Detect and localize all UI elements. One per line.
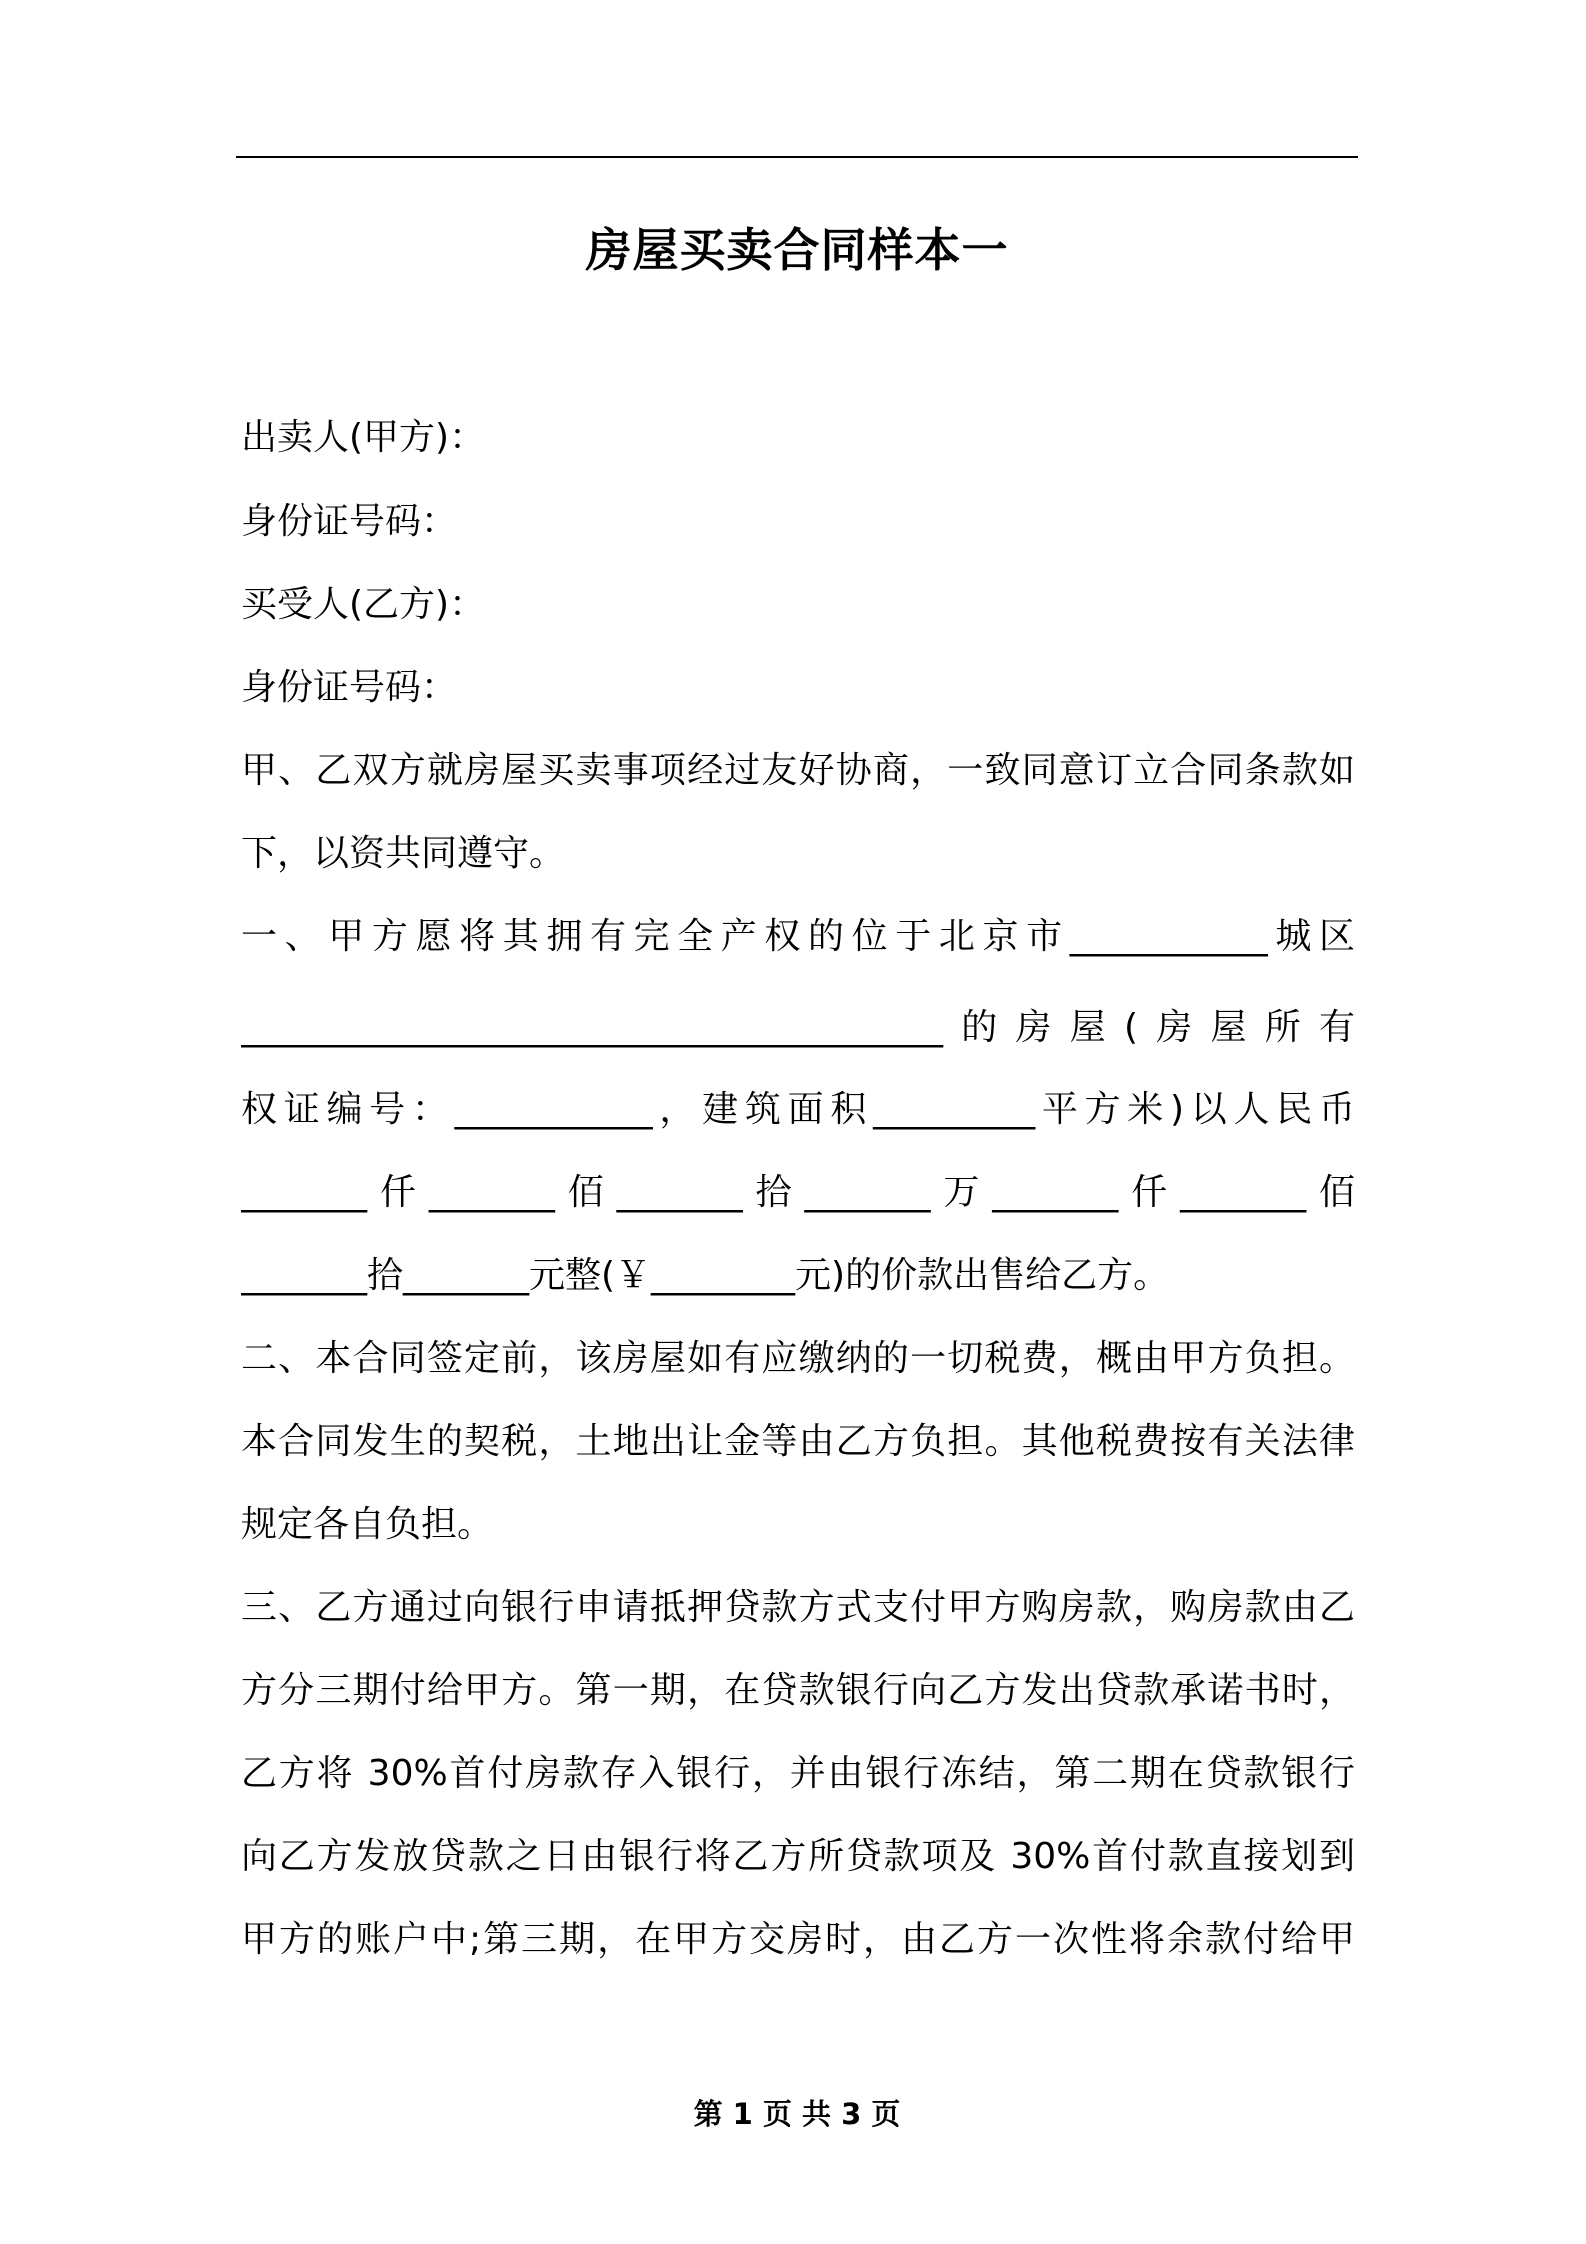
body-line: 下，以资共同遵守。 <box>241 833 566 874</box>
body-line: 甲、乙双方就房屋买卖事项经过友好协商，一致同意订立合同条款如 <box>241 750 1355 791</box>
clause-1-line: _______仟_______佰_______拾_______万_______仟_______佰 <box>241 1172 1355 1213</box>
clause-1-line: _______拾_______元整(￥________元)的价款出售给乙方。 <box>241 1255 1170 1296</box>
header-rule <box>236 156 1358 158</box>
seller-id-label: 身份证号码： <box>241 501 458 542</box>
clause-3-line: 向乙方发放贷款之日由银行将乙方所贷款项及 30%首付款直接划到 <box>241 1836 1355 1877</box>
buyer-id-label: 身份证号码： <box>241 667 458 708</box>
clause-2-line: 二、本合同签定前，该房屋如有应缴纳的一切税费，概由甲方负担。 <box>241 1338 1355 1379</box>
clause-2-line: 规定各自负担。 <box>241 1504 494 1545</box>
clause-2-line: 本合同发生的契税，土地出让金等由乙方负担。其他税费按有关法律 <box>241 1421 1355 1462</box>
clause-3-line: 甲方的账户中;第三期，在甲方交房时，由乙方一次性将余款付给甲 <box>241 1919 1355 1960</box>
clause-3-line: 方分三期付给甲方。第一期，在贷款银行向乙方发出贷款承诺书时， <box>241 1670 1355 1711</box>
buyer-label: 买受人(乙方)： <box>241 584 486 625</box>
clause-1-line: 权证编号：___________，建筑面积_________平方米)以人民币 <box>241 1089 1355 1130</box>
page-title: 房屋买卖合同样本一 <box>585 223 1009 277</box>
clause-3-line: 乙方将 30%首付房款存入银行，并由银行冻结，第二期在贷款银行 <box>241 1753 1355 1794</box>
clause-1-line: 一、甲方愿将其拥有完全产权的位于北京市___________城区 <box>241 916 1355 957</box>
page-number: 第 1 页 共 3 页 <box>693 2097 901 2131</box>
clause-1-line: _______________________________________的房屋(房屋所有 <box>241 1007 1355 1048</box>
seller-label: 出卖人(甲方)： <box>241 417 486 458</box>
clause-3-line: 三、乙方通过向银行申请抵押贷款方式支付甲方购房款，购房款由乙 <box>241 1587 1355 1628</box>
